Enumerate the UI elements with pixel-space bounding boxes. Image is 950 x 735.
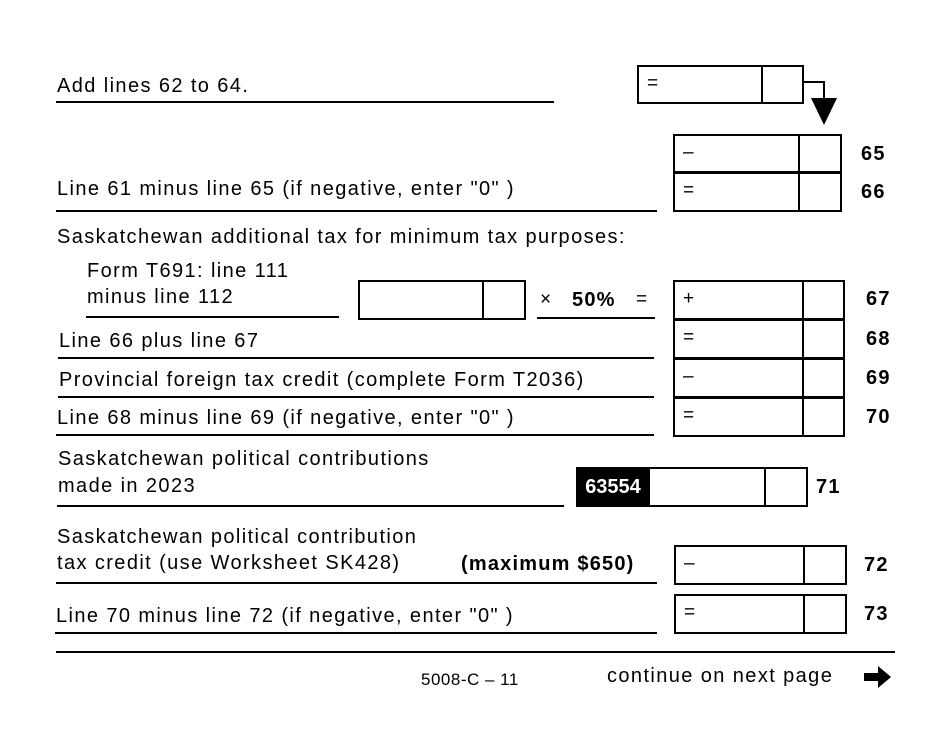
line-number-68: 68 xyxy=(866,328,891,350)
line-69-field[interactable] xyxy=(673,358,845,398)
equals-sign: = xyxy=(636,289,648,310)
arrow-down-icon xyxy=(800,70,844,128)
line-number-67: 67 xyxy=(866,288,891,310)
footer-rule xyxy=(56,651,895,653)
cents-divider xyxy=(802,399,804,435)
label-line-70: Line 68 minus line 69 (if negative, enter "0" ) xyxy=(57,407,515,429)
equals-sign: = xyxy=(683,405,695,426)
label-line-66: Line 61 minus line 65 (if negative, enter "0" ) xyxy=(57,178,515,200)
maximum-650-note: (maximum $650) xyxy=(461,553,635,575)
plus-sign: + xyxy=(683,288,695,309)
equals-sign: = xyxy=(683,327,695,348)
section-heading: Saskatchewan additional tax for minimum tax purposes: xyxy=(57,226,626,248)
label-line-73: Line 70 minus line 72 (if negative, enter "0" ) xyxy=(56,605,514,627)
line-number-69: 69 xyxy=(866,367,891,389)
line-number-66: 66 xyxy=(861,181,886,203)
line-67-field[interactable] xyxy=(673,280,845,320)
underline-line-68 xyxy=(58,357,654,359)
line-number-72: 72 xyxy=(864,554,889,576)
underline-line-71 xyxy=(57,505,564,507)
minus-sign: – xyxy=(683,142,694,163)
line-66-field[interactable] xyxy=(673,172,842,212)
underline-line-70 xyxy=(56,434,654,436)
cents-divider xyxy=(482,282,484,318)
equals-sign: = xyxy=(684,602,696,623)
line-number-65: 65 xyxy=(861,143,886,165)
minus-sign: – xyxy=(684,553,695,574)
label-line-67-part2: minus line 112 xyxy=(87,286,235,308)
underline-multiplier xyxy=(537,317,655,319)
label-line-71-part1: Saskatchewan political contributions xyxy=(58,448,430,470)
continue-next-page: continue on next page xyxy=(607,665,834,687)
label-line-72-part1: Saskatchewan political contribution xyxy=(57,526,418,548)
line-number-71: 71 xyxy=(816,476,841,498)
underline-line-67-label xyxy=(86,316,339,318)
label-line-72-part2: tax credit (use Worksheet SK428) xyxy=(57,552,401,574)
line-71-field[interactable] xyxy=(648,467,808,507)
cents-divider xyxy=(802,321,804,357)
line-number-70: 70 xyxy=(866,406,891,428)
cents-divider xyxy=(802,282,804,318)
cents-divider xyxy=(798,174,800,210)
line-73-field[interactable] xyxy=(674,594,847,634)
line-number-73: 73 xyxy=(864,603,889,625)
label-line-71-part2: made in 2023 xyxy=(58,475,197,497)
underline-line-72 xyxy=(56,582,657,584)
arrow-right-icon xyxy=(864,665,892,689)
cents-divider xyxy=(764,469,766,505)
form-page-id: 5008-C – 11 xyxy=(421,670,519,689)
line-70-field[interactable] xyxy=(673,397,845,437)
line-65-field[interactable] xyxy=(673,134,842,173)
underline-add-lines xyxy=(56,101,554,103)
label-add-lines-62-64: Add lines 62 to 64. xyxy=(57,75,250,97)
equals-sign: = xyxy=(647,73,659,94)
underline-line-73 xyxy=(55,632,657,634)
rate-50-percent: 50% xyxy=(572,289,616,311)
cents-divider xyxy=(803,596,805,632)
t691-amount-field[interactable] xyxy=(358,280,526,320)
cents-divider xyxy=(798,136,800,171)
label-line-67-part1: Form T691: line 111 xyxy=(87,260,290,282)
label-line-68: Line 66 plus line 67 xyxy=(59,330,260,352)
cents-divider xyxy=(803,547,805,583)
line-68-field[interactable] xyxy=(673,319,845,359)
line-code-63554: 63554 xyxy=(576,467,650,507)
add-lines-62-64-field[interactable] xyxy=(637,65,804,104)
underline-line-69 xyxy=(58,396,654,398)
cents-divider xyxy=(761,67,763,102)
underline-line-66 xyxy=(56,210,657,212)
minus-sign: – xyxy=(683,366,694,387)
line-72-field[interactable] xyxy=(674,545,847,585)
equals-sign: = xyxy=(683,180,695,201)
cents-divider xyxy=(802,360,804,396)
label-line-69: Provincial foreign tax credit (complete Form T2036) xyxy=(59,369,585,391)
times-sign: × xyxy=(540,289,552,310)
